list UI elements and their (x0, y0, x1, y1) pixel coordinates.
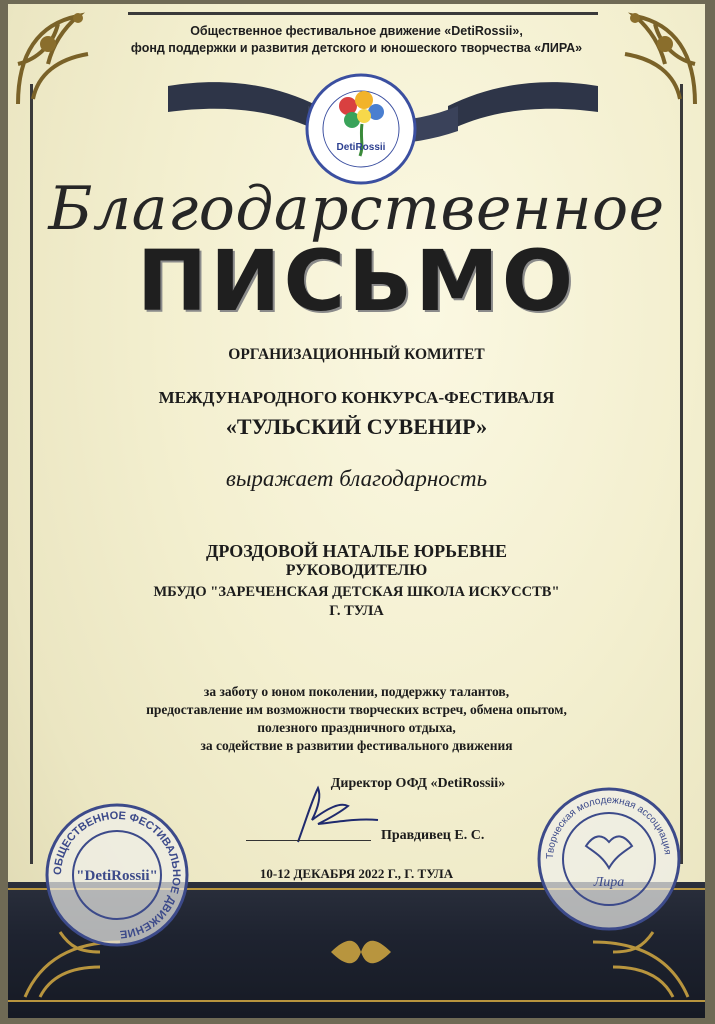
certificate-sheet (8, 4, 705, 1018)
recipient-name: ДРОЗДОВОЙ НАТАЛЬЕ ЮРЬЕВНЕ (205, 541, 508, 561)
reason-line-4: за содействие в развитии фестивального движения (200, 738, 513, 753)
header-line-2: фонд поддержки и развития детского и юношеского творчества «ЛИРА» (130, 41, 583, 55)
date-place: 10-12 ДЕКАБРЯ 2022 Г., Г. ТУЛА (259, 866, 454, 881)
signature-line (246, 840, 371, 841)
corner-ornament-bottom-right-icon (583, 922, 693, 1002)
expresses-gratitude: выражает благодарность (225, 466, 488, 491)
header-line-1: Общественное фестивальное движение «DetiRossii», (190, 24, 523, 38)
left-stamp-center-text: "DetiRossii" (76, 868, 158, 884)
center-ornament-icon (326, 932, 396, 972)
reason-line-3: полезного праздничного отдыха, (257, 720, 456, 735)
title-main: ПИСЬМО (136, 232, 577, 330)
right-stamp-ring-text: Творческая молодежная ассоциация (544, 794, 673, 860)
festival-name: «ТУЛЬСКИЙ СУВЕНИР» (225, 414, 488, 439)
svg-text:DetiRossii: DetiRossii (336, 142, 386, 153)
right-stamp-center-text: Лира (593, 875, 625, 890)
left-stamp-ring-text: ОБЩЕСТВЕННОЕ ФЕСТИВАЛЬНОЕ ДВИЖЕНИЕ (51, 809, 183, 941)
corner-ornament-top-right-icon (595, 4, 705, 114)
contest-title: МЕЖДУНАРОДНОГО КОНКУРСА-ФЕСТИВАЛЯ (158, 388, 555, 407)
recipient-org: МБУДО "ЗАРЕЧЕНСКАЯ ДЕТСКАЯ ШКОЛА ИСКУССТВ" (153, 584, 560, 600)
reason-line-1: за заботу о юном поколении, поддержку талантов, (203, 684, 510, 699)
frame-top-line (128, 12, 598, 15)
org-committee: ОРГАНИЗАЦИОННЫЙ КОМИТЕТ (228, 346, 485, 363)
reason-line-2: предоставление им возможности творческих встреч, обмена опытом, (146, 702, 567, 717)
recipient-role: РУКОВОДИТЕЛЮ (285, 562, 428, 579)
signatory-name: Правдивец Е. С. (381, 828, 485, 843)
corner-ornament-top-left-icon (8, 4, 118, 114)
title-script: Благодарственное (48, 174, 665, 244)
detirossii-stamp (44, 802, 190, 948)
detirossii-logo (304, 72, 418, 186)
lira-stamp (536, 786, 682, 932)
recipient-city: Г. ТУЛА (329, 603, 384, 619)
signatory-position: Директор ОФД «DetiRossii» (330, 776, 506, 791)
